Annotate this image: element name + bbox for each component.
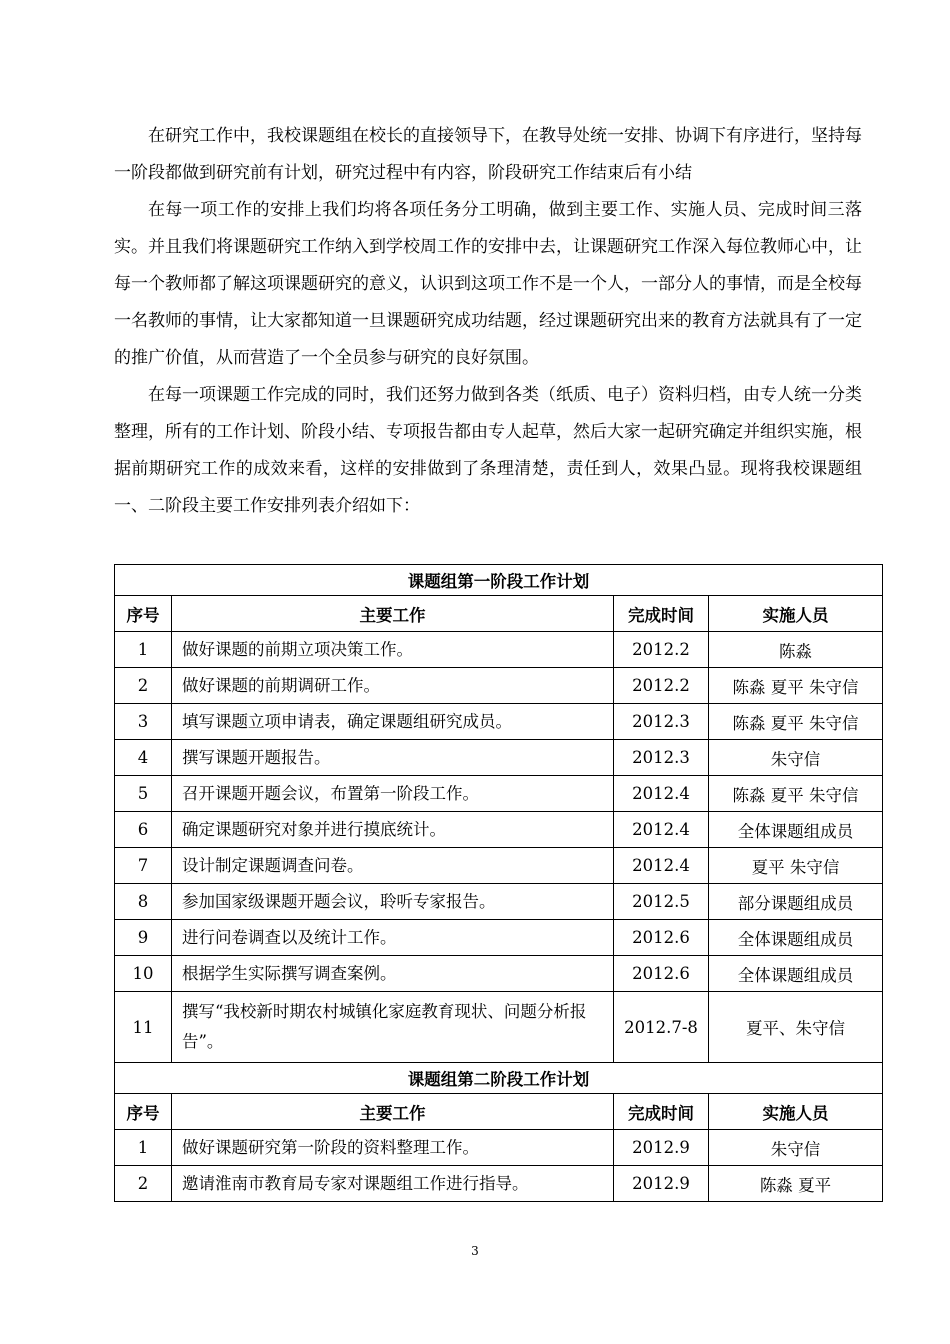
row-task: 进行问卷调查以及统计工作。 xyxy=(172,920,614,956)
phase1-title-row xyxy=(115,565,883,596)
table-row xyxy=(115,812,883,848)
paragraph-3: 在每一项课题工作完成的同时，我们还努力做到各类（纸质、电子）资料归档，由专人统一分类整理，所有的工作计划、阶段小结、专项报告都由专人起草，然后大家一起研究确定并组织实施，根据前期研究工作的成效来看，这样的安排做到了条理清楚，责任到人，效果凸显。现将我校课题组一、二阶段主要工作安排列表介绍如下： xyxy=(114,385,862,516)
row-number: 8 xyxy=(115,884,172,920)
row-task: 做好课题研究第一阶段的资料整理工作。 xyxy=(172,1130,614,1166)
row-person: 夏平 朱守信 xyxy=(709,848,883,884)
phase2-title: 课题组第二阶段工作计划 xyxy=(115,1063,883,1094)
paragraph-1: 在研究工作中，我校课题组在校长的直接领导下，在教导处统一安排、协调下有序进行，坚持每一阶段都做到研究前有计划，研究过程中有内容，阶段研究工作结束后有小结 xyxy=(114,126,862,183)
row-number: 2 xyxy=(115,1166,172,1202)
table-row xyxy=(115,1166,883,1202)
table-row xyxy=(115,920,883,956)
row-person: 朱守信 xyxy=(709,1130,883,1166)
row-date: 2012.2 xyxy=(614,668,709,704)
row-date: 2012.4 xyxy=(614,776,709,812)
table-row xyxy=(115,668,883,704)
row-task: 做好课题的前期立项决策工作。 xyxy=(172,632,614,668)
table-row xyxy=(115,884,883,920)
table-row xyxy=(115,956,883,992)
row-date: 2012.2 xyxy=(614,632,709,668)
column-header-num: 序号 xyxy=(115,596,172,632)
row-person: 陈淼 夏平 xyxy=(709,1166,883,1202)
row-person: 朱守信 xyxy=(709,740,883,776)
row-number: 9 xyxy=(115,920,172,956)
column-header-person: 实施人员 xyxy=(709,596,883,632)
row-number: 1 xyxy=(115,632,172,668)
row-number: 1 xyxy=(115,1130,172,1166)
row-person: 陈淼 夏平 朱守信 xyxy=(709,776,883,812)
row-task: 撰写“我校新时期农村城镇化家庭教育现状、问题分析报告”。 xyxy=(172,992,614,1063)
row-person: 夏平、朱守信 xyxy=(709,992,883,1063)
row-task: 确定课题研究对象并进行摸底统计。 xyxy=(172,812,614,848)
row-task: 填写课题立项申请表，确定课题组研究成员。 xyxy=(172,704,614,740)
row-number: 11 xyxy=(115,992,172,1063)
page-number: 3 xyxy=(471,1244,479,1258)
row-number: 5 xyxy=(115,776,172,812)
table-row xyxy=(115,848,883,884)
column-header-num: 序号 xyxy=(115,1094,172,1130)
table-row xyxy=(115,704,883,740)
row-task: 参加国家级课题开题会议，聆听专家报告。 xyxy=(172,884,614,920)
row-number: 6 xyxy=(115,812,172,848)
column-header-task: 主要工作 xyxy=(172,596,614,632)
phase1-title: 课题组第一阶段工作计划 xyxy=(115,565,883,596)
row-task: 做好课题的前期调研工作。 xyxy=(172,668,614,704)
table-row xyxy=(115,632,883,668)
table-row xyxy=(115,776,883,812)
phase2-title-row xyxy=(115,1063,883,1094)
row-person: 陈淼 xyxy=(709,632,883,668)
row-task: 根据学生实际撰写调查案例。 xyxy=(172,956,614,992)
row-number: 3 xyxy=(115,704,172,740)
row-number: 4 xyxy=(115,740,172,776)
row-date: 2012.6 xyxy=(614,920,709,956)
row-date: 2012.4 xyxy=(614,848,709,884)
row-date: 2012.7-8 xyxy=(614,992,709,1063)
phase1-header-row xyxy=(115,596,883,632)
table-row xyxy=(115,1130,883,1166)
column-header-date: 完成时间 xyxy=(614,1094,709,1130)
row-date: 2012.5 xyxy=(614,884,709,920)
table-row xyxy=(115,992,883,1063)
row-person: 全体课题组成员 xyxy=(709,920,883,956)
row-number: 10 xyxy=(115,956,172,992)
row-task: 设计制定课题调查问卷。 xyxy=(172,848,614,884)
row-date: 2012.9 xyxy=(614,1166,709,1202)
table-body xyxy=(115,565,883,1202)
row-task: 邀请淮南市教育局专家对课题组工作进行指导。 xyxy=(172,1166,614,1202)
row-date: 2012.9 xyxy=(614,1130,709,1166)
column-header-task: 主要工作 xyxy=(172,1094,614,1130)
column-header-date: 完成时间 xyxy=(614,596,709,632)
row-person: 部分课题组成员 xyxy=(709,884,883,920)
row-person: 陈淼 夏平 朱守信 xyxy=(709,704,883,740)
row-number: 7 xyxy=(115,848,172,884)
body-text xyxy=(114,118,862,525)
column-header-person: 实施人员 xyxy=(709,1094,883,1130)
table-row xyxy=(115,740,883,776)
row-task: 撰写课题开题报告。 xyxy=(172,740,614,776)
work-plan-table xyxy=(114,564,883,1202)
row-person: 全体课题组成员 xyxy=(709,812,883,848)
row-number: 2 xyxy=(115,668,172,704)
row-person: 全体课题组成员 xyxy=(709,956,883,992)
row-date: 2012.4 xyxy=(614,812,709,848)
row-date: 2012.3 xyxy=(614,740,709,776)
phase2-header-row xyxy=(115,1094,883,1130)
paragraph-2: 在每一项工作的安排上我们均将各项任务分工明确，做到主要工作、实施人员、完成时间三落实。并且我们将课题研究工作纳入到学校周工作的安排中去，让课题研究工作深入每位教师心中，让每一个教师都了解这项课题研究的意义，认识到这项工作不是一个人，一部分人的事情，而是全校每一名教师的事情，让大家都知道一旦课题研究成功结题，经过课题研究出来的教育方法就具有了一定的推广价值，从而营造了一个全员参与研究的良好氛围。 xyxy=(114,200,862,368)
row-date: 2012.3 xyxy=(614,704,709,740)
row-date: 2012.6 xyxy=(614,956,709,992)
row-person: 陈淼 夏平 朱守信 xyxy=(709,668,883,704)
row-task: 召开课题开题会议，布置第一阶段工作。 xyxy=(172,776,614,812)
